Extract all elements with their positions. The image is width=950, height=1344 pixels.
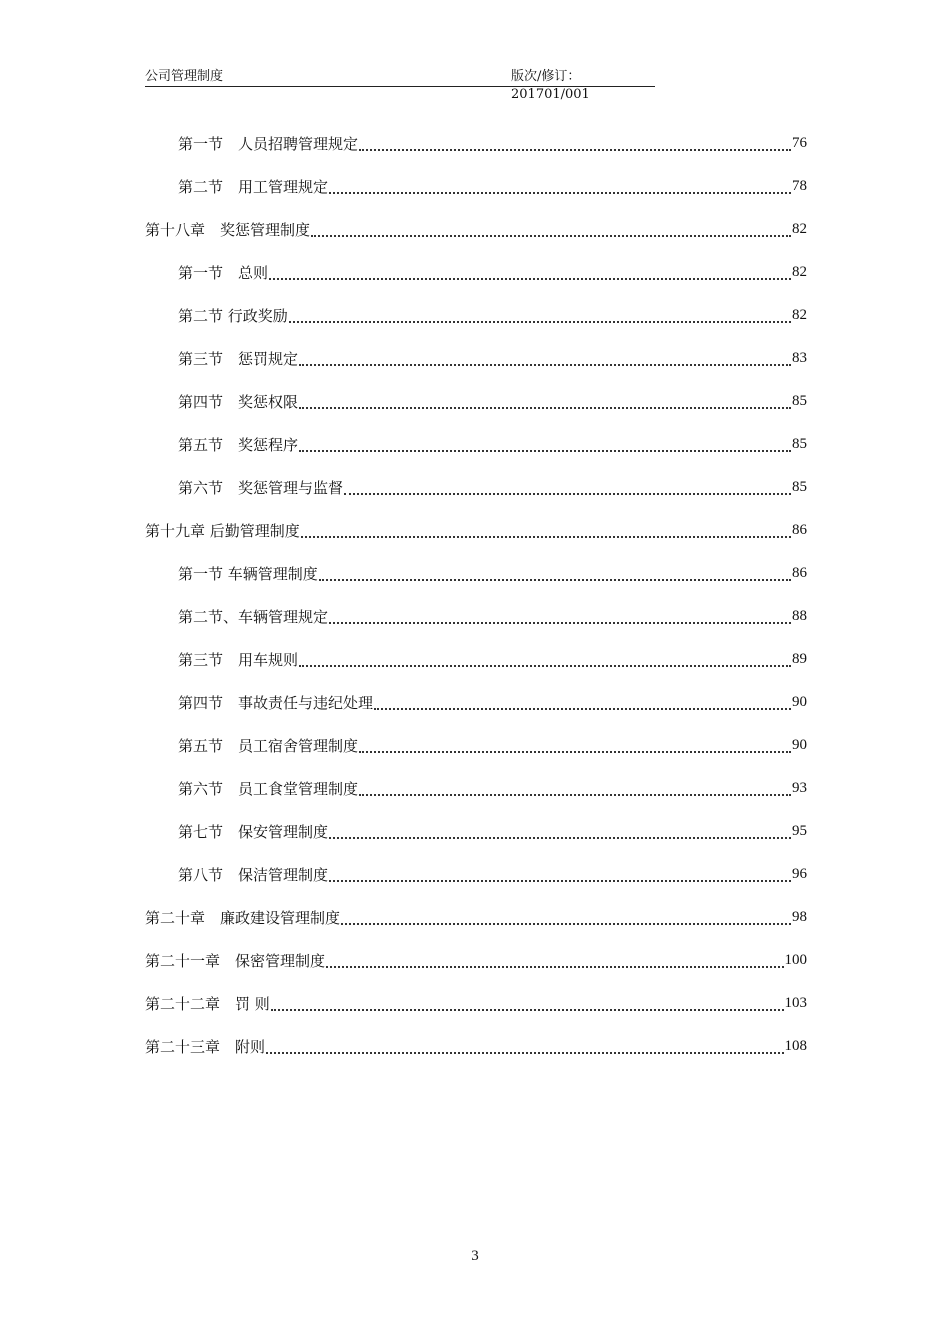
toc-leader-dots xyxy=(299,363,791,366)
toc-entry-label: 第二节 行政奖励 xyxy=(178,307,288,325)
toc-leader-dots xyxy=(299,664,791,667)
toc-entry-label: 第一节 车辆管理制度 xyxy=(178,565,318,583)
toc-entry-label: 第六节 奖惩管理与监督 xyxy=(178,479,344,497)
toc-entry-label: 第四节 事故责任与违纪处理 xyxy=(178,694,374,712)
toc-entry[interactable] xyxy=(178,810,807,853)
toc-entry[interactable] xyxy=(145,939,807,982)
toc-entry-label: 第一节 总则 xyxy=(178,264,269,282)
toc-entry-label: 第七节 保安管理制度 xyxy=(178,823,329,841)
toc-leader-dots xyxy=(299,406,791,409)
toc-leader-dots xyxy=(289,320,791,323)
toc-entry-page: 83 xyxy=(792,350,807,366)
toc-entry[interactable] xyxy=(178,853,807,896)
toc-entry-page: 82 xyxy=(792,221,807,237)
toc-entry-page: 86 xyxy=(792,522,807,538)
toc-leader-dots xyxy=(329,879,791,882)
toc-entry[interactable] xyxy=(145,509,807,552)
toc-entry[interactable] xyxy=(145,1025,807,1068)
toc-leader-dots xyxy=(269,277,791,280)
toc-entry-label: 第一节 人员招聘管理规定 xyxy=(178,135,359,153)
toc-entry-label: 第三节 惩罚规定 xyxy=(178,350,299,368)
toc-leader-dots xyxy=(359,750,791,753)
toc-entry-page: 85 xyxy=(792,393,807,409)
toc-leader-dots xyxy=(266,1051,783,1054)
toc-entry-page: 108 xyxy=(784,1038,807,1054)
toc-entry-page: 89 xyxy=(792,651,807,667)
toc-entry[interactable] xyxy=(178,294,807,337)
toc-entry-page: 93 xyxy=(792,780,807,796)
toc-entry-label: 第十九章 后勤管理制度 xyxy=(145,522,300,540)
toc-entry-page: 90 xyxy=(792,694,807,710)
toc-entry[interactable] xyxy=(178,681,807,724)
toc-leader-dots xyxy=(344,492,791,495)
toc-leader-dots xyxy=(326,965,783,968)
toc-entry[interactable] xyxy=(178,638,807,681)
toc-entry-label: 第二十一章 保密管理制度 xyxy=(145,952,326,970)
toc-entry-label: 第三节 用车规则 xyxy=(178,651,299,669)
toc-entry-label: 第二十二章 罚 则 xyxy=(145,995,270,1013)
toc-entry-label: 第四节 奖惩权限 xyxy=(178,393,299,411)
toc-entry-label: 第八节 保洁管理制度 xyxy=(178,866,329,884)
toc-entry-page: 88 xyxy=(792,608,807,624)
toc-entry-page: 95 xyxy=(792,823,807,839)
toc-entry-page: 82 xyxy=(792,264,807,280)
toc-entry-page: 85 xyxy=(792,479,807,495)
toc-leader-dots xyxy=(329,621,791,624)
toc-entry-page: 96 xyxy=(792,866,807,882)
toc-entry[interactable] xyxy=(178,552,807,595)
toc-entry-label: 第六节 员工食堂管理制度 xyxy=(178,780,359,798)
toc-entry[interactable] xyxy=(178,122,807,165)
toc-entry-page: 100 xyxy=(784,952,807,968)
header-title: 公司管理制度 xyxy=(145,69,224,84)
toc-entry[interactable] xyxy=(178,165,807,208)
toc-entry[interactable] xyxy=(145,208,807,251)
toc-entry[interactable] xyxy=(145,896,807,939)
toc-entry[interactable] xyxy=(178,380,807,423)
toc-entry-label: 第二节 用工管理规定 xyxy=(178,178,329,196)
toc-leader-dots xyxy=(341,922,791,925)
toc-entry-page: 103 xyxy=(784,995,807,1011)
toc-entry-page: 76 xyxy=(792,135,807,151)
toc-entry[interactable] xyxy=(178,466,807,509)
toc-entry-label: 第二十三章 附则 xyxy=(145,1038,266,1056)
toc-leader-dots xyxy=(359,148,791,151)
toc-leader-dots xyxy=(359,793,791,796)
page-number: 3 xyxy=(471,1248,479,1264)
toc-entry-page: 85 xyxy=(792,436,807,452)
toc-leader-dots xyxy=(299,449,791,452)
toc-entry[interactable] xyxy=(178,595,807,638)
toc-entry-page: 86 xyxy=(792,565,807,581)
toc-leader-dots xyxy=(311,234,791,237)
page-header xyxy=(145,68,655,102)
toc-entry-label: 第十八章 奖惩管理制度 xyxy=(145,221,311,239)
toc-entry[interactable] xyxy=(145,982,807,1025)
toc-entry-page: 90 xyxy=(792,737,807,753)
toc-entry-page: 98 xyxy=(792,909,807,925)
toc-leader-dots xyxy=(329,836,791,839)
toc-leader-dots xyxy=(301,535,791,538)
toc-entry[interactable] xyxy=(178,337,807,380)
toc-leader-dots xyxy=(271,1008,784,1011)
header-version: 版次/修订：201701/001 xyxy=(511,69,590,102)
toc-entry-label: 第五节 奖惩程序 xyxy=(178,436,299,454)
toc-leader-dots xyxy=(329,191,791,194)
toc-entry[interactable] xyxy=(178,767,807,810)
toc-entry[interactable] xyxy=(178,251,807,294)
toc-entry[interactable] xyxy=(178,423,807,466)
toc-entry[interactable] xyxy=(178,724,807,767)
toc-entry-page: 78 xyxy=(792,178,807,194)
toc-entry-label: 第二节、车辆管理规定 xyxy=(178,608,329,626)
toc-entry-page: 82 xyxy=(792,307,807,323)
toc-entry-label: 第五节 员工宿舍管理制度 xyxy=(178,737,359,755)
toc-leader-dots xyxy=(374,707,791,710)
toc-leader-dots xyxy=(319,578,791,581)
toc-entry-label: 第二十章 廉政建设管理制度 xyxy=(145,909,341,927)
